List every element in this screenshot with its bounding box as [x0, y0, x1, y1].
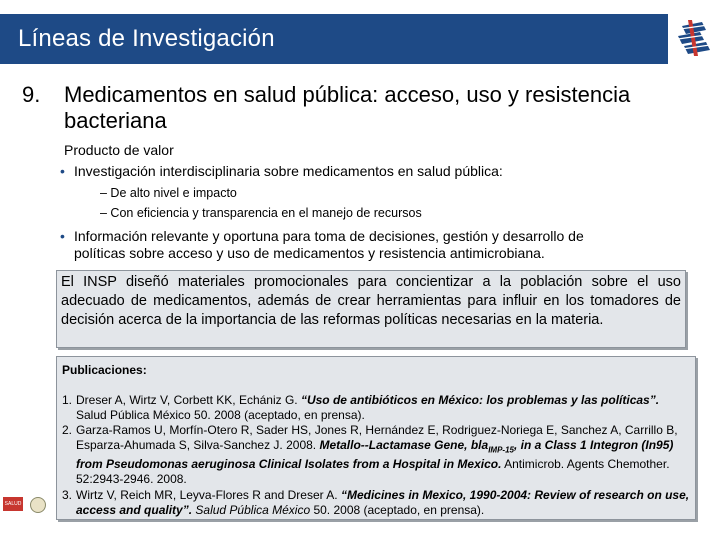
- ref-authors: Wirtz V, Reich MR, Leyva-Flores R and Dreser A.: [76, 488, 341, 502]
- slide-title: Líneas de Investigación: [18, 25, 275, 52]
- footer-badge: [0, 494, 50, 540]
- bullet-line2: políticas sobre acceso y uso de medicamentos y resistencia antimicrobiana.: [74, 245, 545, 261]
- title-bar: [0, 14, 668, 64]
- ref-title: “Medicines in Mexico, 1990-2004: Review of research on use, access and quality”.: [76, 488, 690, 517]
- ref-authors: Garza-Ramos U, Morfín-Otero R, Sader HS, Jones R, Hernández E, Rodriguez-Noriega E, Sanchez A, Carrillo B, Esparza-Ahumada S, Silva-Sanchez J. 2008.: [76, 423, 678, 452]
- bullet-line1: Información relevante y oportuna para toma de decisiones, gestión y desarrollo de: [74, 228, 584, 244]
- sub-bullet-efficiency: – Con eficiencia y transparencia en el manejo de recursos: [100, 206, 422, 220]
- item-title-line2: bacteriana: [64, 108, 167, 133]
- ref-title: Metallo--Lactamase Gene, bla$_{IMP-15}$, in a Class 1 Integron (In95) from Pseudomonas aeruginosa Clinical Isolates from a Hospital in Mexico.: [76, 438, 674, 472]
- insp-callout-box: El INSP diseñó materiales promocionales para concientizar a la población sobre el uso adecuado de medicamentos, además de crear herramientas para influir en los tomadores de decisión acerca de la importancia de las reformas políticas necesarias en la materia.: [56, 270, 686, 348]
- ref-journal: Salud Pública México: [192, 503, 311, 517]
- bullet-text: [74, 228, 674, 262]
- item-title: [64, 82, 704, 134]
- ref-source: Antimicrob. Agents Chemother. 52:2943-2946. 2008.: [76, 457, 670, 487]
- bullet-dot-icon: •: [60, 228, 65, 244]
- product-heading: Producto de valor: [64, 142, 174, 158]
- ref-authors: Dreser A, Wirtz V, Corbett KK, Echániz G.: [76, 393, 301, 407]
- item-title-line1: Medicamentos en salud pública: acceso, uso y resistencia: [64, 82, 631, 107]
- bullet-dot-icon: •: [60, 163, 65, 179]
- sub-bullet-impact: – De alto nivel e impacto: [100, 186, 237, 200]
- publications-title: Publicaciones:: [62, 363, 147, 377]
- mexico-seal-icon: [30, 497, 46, 513]
- ref-title: “Uso de antibióticos en México: los problemas y las políticas”.: [300, 393, 660, 407]
- salud-logo: SALUD: [3, 497, 23, 511]
- ref-source: 50. 2008 (aceptado, en prensa).: [310, 503, 485, 517]
- insp-grid-logo-icon: [672, 16, 716, 60]
- item-number: 9.: [22, 82, 41, 107]
- publications-box: Publicaciones: 1. Dreser A, Wirtz V, Corbett KK, Echániz G. “Uso de antibióticos en México: los problemas y las políticas”. Salud Pública México 50. 2008 (aceptado, en prensa). 2. Garza-Ramos U, Morfín-Otero R, Sader HS, Jones R, Hernández E, Rodriguez-Noriega E, Sanchez A, Carrillo B, Esparza-Ahumada S, Silva-Sanchez J. 2008. Metallo--Lactamase Gene, bla$_{IMP-15}$, in a Class 1 Integron (In95) from Pseudomonas aeruginosa Clinical Isolates from a Hospital in Mexico. Antimicrob. Agents Chemother. 52:2943-2946. 2008. 3. Wirtz V, Reich MR, Leyva-Flores R and Dreser A. “Medicines in Mexico, 1990-2004: Review of research on use, access and quality”. Salud Pública México 50. 2008 (aceptado, en prensa).: [56, 356, 696, 520]
- bullet-text: Investigación interdisciplinaria sobre medicamentos en salud pública:: [74, 163, 503, 179]
- ref-source: Salud Pública México 50. 2008 (aceptado, en prensa).: [76, 408, 365, 422]
